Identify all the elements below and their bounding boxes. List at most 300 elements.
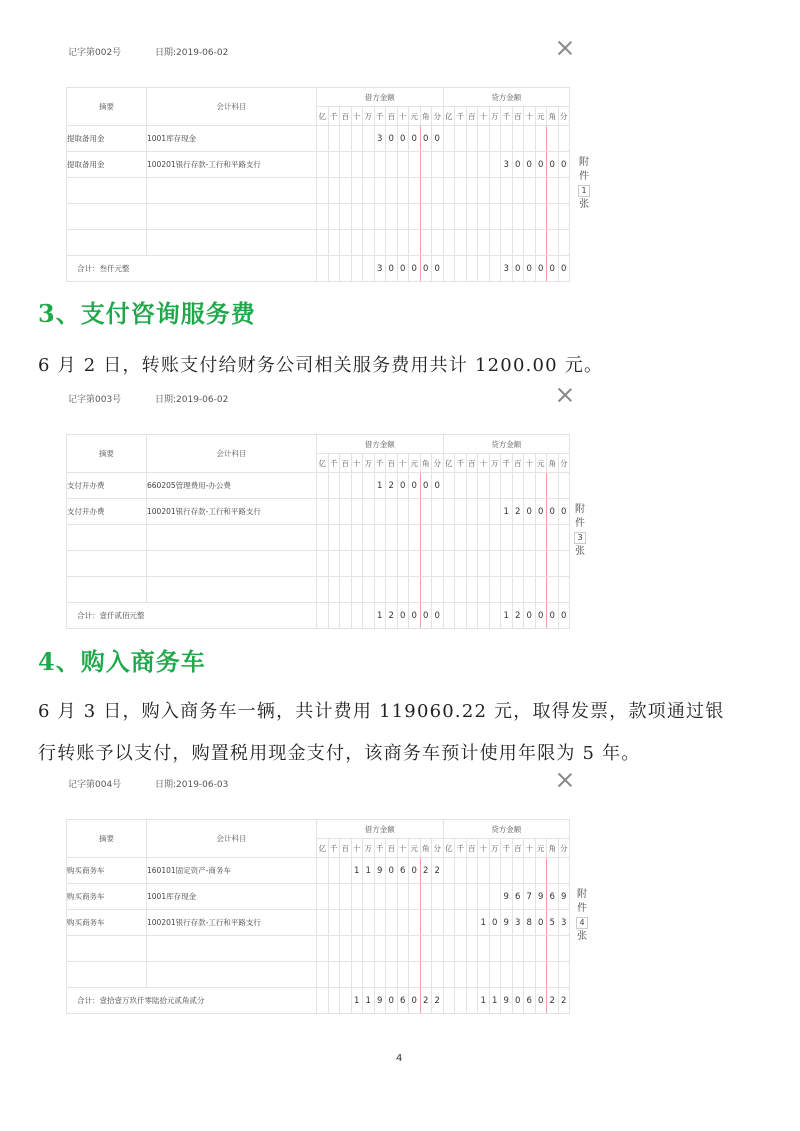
credit-digit: [535, 936, 547, 962]
credit-digit: [443, 204, 455, 230]
voucher-number: 记字第002号: [68, 48, 122, 58]
credit-digit: [455, 204, 467, 230]
debit-digit: [363, 230, 375, 256]
credit-digit: [478, 577, 490, 603]
unit-label: 百: [512, 454, 524, 473]
row-summary[interactable]: [67, 230, 147, 256]
total-credit-digit: [455, 603, 467, 629]
attach-count-box[interactable]: 1: [578, 185, 590, 197]
debit-digit: [363, 884, 375, 910]
credit-digit: [535, 577, 547, 603]
debit-digit: [386, 551, 398, 577]
row-account[interactable]: 660205管理费用-办公费: [147, 473, 317, 499]
header-debit: 借方金额: [317, 88, 444, 107]
debit-digit: [317, 230, 329, 256]
credit-digit: [455, 178, 467, 204]
credit-digit: 9: [501, 884, 513, 910]
credit-digit: 6: [547, 884, 559, 910]
credit-digit: [558, 230, 570, 256]
header-credit: 贷方金额: [443, 88, 570, 107]
total-debit-digit: 0: [432, 256, 444, 282]
attach-count-box[interactable]: 3: [574, 532, 586, 544]
credit-digit: [547, 178, 559, 204]
unit-label: 千: [328, 107, 340, 126]
debit-digit: [420, 230, 432, 256]
debit-digit: [386, 230, 398, 256]
row-account[interactable]: 100201银行存款-工行和平路支行: [147, 152, 317, 178]
row-summary[interactable]: [67, 204, 147, 230]
credit-digit: [466, 178, 478, 204]
debit-digit: [432, 551, 444, 577]
header-credit: 贷方金额: [443, 820, 570, 839]
credit-digit: [443, 152, 455, 178]
voucher-header: [0, 772, 800, 792]
credit-digit: [455, 962, 467, 988]
debit-digit: [420, 499, 432, 525]
unit-label: 元: [409, 454, 421, 473]
total-debit-digit: [351, 256, 363, 282]
unit-label: 万: [363, 454, 375, 473]
row-summary[interactable]: 购买商务车: [67, 858, 147, 884]
debit-digit: [420, 204, 432, 230]
unit-label: 千: [374, 454, 386, 473]
header-debit: 借方金额: [317, 435, 444, 454]
credit-digit: [466, 551, 478, 577]
row-summary[interactable]: [67, 577, 147, 603]
debit-digit: [317, 126, 329, 152]
debit-digit: [409, 152, 421, 178]
credit-digit: [501, 551, 513, 577]
credit-digit: [524, 962, 536, 988]
credit-digit: 1: [501, 499, 513, 525]
total-debit-digit: [340, 256, 352, 282]
credit-digit: [443, 858, 455, 884]
credit-digit: [547, 525, 559, 551]
debit-digit: [340, 126, 352, 152]
credit-digit: [455, 152, 467, 178]
credit-digit: [466, 230, 478, 256]
credit-digit: [455, 577, 467, 603]
unit-label: 千: [501, 839, 513, 858]
unit-label: 亿: [443, 839, 455, 858]
debit-digit: [420, 577, 432, 603]
debit-digit: [328, 884, 340, 910]
credit-digit: [524, 204, 536, 230]
total-credit-digit: [466, 603, 478, 629]
row-account[interactable]: [147, 204, 317, 230]
credit-digit: [524, 230, 536, 256]
debit-digit: [432, 525, 444, 551]
credit-digit: [489, 858, 501, 884]
unit-label: 元: [535, 107, 547, 126]
header-credit: 贷方金额: [443, 435, 570, 454]
row-summary[interactable]: [67, 178, 147, 204]
unit-label: 十: [397, 107, 409, 126]
total-debit-digit: 0: [409, 603, 421, 629]
attach-label-top: 附: [577, 889, 587, 900]
debit-digit: [397, 230, 409, 256]
credit-digit: 2: [512, 499, 524, 525]
credit-digit: [558, 178, 570, 204]
section-heading-4: 4、购入商务车: [38, 647, 206, 676]
row-account[interactable]: [147, 962, 317, 988]
row-account[interactable]: [147, 551, 317, 577]
credit-digit: [558, 204, 570, 230]
unit-label: 千: [328, 839, 340, 858]
credit-digit: [466, 499, 478, 525]
unit-label: 亿: [443, 454, 455, 473]
row-summary[interactable]: 购买商务车: [67, 884, 147, 910]
voucher-table: [66, 819, 570, 1014]
unit-label: 十: [524, 107, 536, 126]
debit-digit: [420, 178, 432, 204]
attach-label-mid: 件: [575, 518, 585, 529]
debit-digit: [317, 525, 329, 551]
debit-digit: [363, 473, 375, 499]
debit-digit: 3: [374, 126, 386, 152]
credit-digit: 7: [524, 884, 536, 910]
unit-label: 万: [489, 107, 501, 126]
debit-digit: [317, 936, 329, 962]
voucher-number: 记字第003号: [68, 395, 122, 405]
unit-label: 元: [535, 839, 547, 858]
total-debit-digit: 2: [386, 603, 398, 629]
credit-digit: [489, 152, 501, 178]
debit-digit: [409, 204, 421, 230]
debit-digit: [374, 551, 386, 577]
credit-digit: [489, 230, 501, 256]
credit-digit: [478, 884, 490, 910]
credit-digit: [547, 936, 559, 962]
credit-digit: [524, 473, 536, 499]
row-summary[interactable]: [67, 551, 147, 577]
credit-digit: 8: [524, 910, 536, 936]
debit-digit: [374, 962, 386, 988]
total-debit-digit: [363, 603, 375, 629]
total-debit-digit: 0: [420, 256, 432, 282]
debit-digit: [432, 230, 444, 256]
credit-digit: 5: [547, 910, 559, 936]
credit-digit: [489, 525, 501, 551]
row-account[interactable]: 1001库存现金: [147, 884, 317, 910]
unit-label: 十: [351, 107, 363, 126]
unit-label: 百: [386, 107, 398, 126]
debit-digit: [363, 577, 375, 603]
row-account[interactable]: [147, 178, 317, 204]
debit-digit: 2: [420, 858, 432, 884]
total-credit-digit: 0: [512, 988, 524, 1014]
debit-digit: 0: [420, 473, 432, 499]
credit-digit: [489, 884, 501, 910]
total-credit-digit: 0: [524, 603, 536, 629]
credit-digit: [489, 204, 501, 230]
credit-digit: 9: [535, 884, 547, 910]
total-credit-digit: [443, 256, 455, 282]
unit-label: 元: [409, 839, 421, 858]
total-debit-digit: [317, 256, 329, 282]
unit-label: 千: [455, 839, 467, 858]
credit-digit: [443, 499, 455, 525]
debit-digit: [328, 499, 340, 525]
total-debit-digit: [340, 603, 352, 629]
attach-label-mid: 件: [577, 903, 587, 914]
debit-digit: [317, 910, 329, 936]
debit-digit: [317, 473, 329, 499]
credit-digit: [478, 473, 490, 499]
credit-digit: [489, 499, 501, 525]
total-credit-digit: 0: [535, 603, 547, 629]
debit-digit: [351, 551, 363, 577]
debit-digit: 0: [432, 473, 444, 499]
credit-digit: [535, 525, 547, 551]
total-debit-digit: [317, 988, 329, 1014]
credit-digit: [535, 551, 547, 577]
attach-count-box[interactable]: 4: [576, 917, 588, 929]
debit-digit: [317, 858, 329, 884]
credit-digit: [558, 473, 570, 499]
credit-digit: [489, 962, 501, 988]
credit-digit: 3: [558, 910, 570, 936]
row-summary[interactable]: [67, 962, 147, 988]
debit-digit: [340, 577, 352, 603]
debit-digit: [397, 551, 409, 577]
total-credit-digit: 1: [489, 988, 501, 1014]
credit-digit: [478, 204, 490, 230]
total-debit-digit: 1: [374, 603, 386, 629]
total-credit-digit: [478, 256, 490, 282]
debit-digit: 0: [397, 126, 409, 152]
debit-digit: [340, 884, 352, 910]
credit-digit: [466, 858, 478, 884]
credit-digit: [535, 962, 547, 988]
credit-digit: [455, 499, 467, 525]
unit-label: 亿: [317, 454, 329, 473]
section-4-paragraph-1: 6 月 3 日，购入商务车一辆，共计费用 119060.22 元，取得发票，款项通过银: [38, 701, 725, 722]
row-summary[interactable]: [67, 936, 147, 962]
credit-digit: [466, 204, 478, 230]
total-credit-digit: [443, 603, 455, 629]
credit-digit: [466, 152, 478, 178]
section-4-paragraph-2: 行转账予以支付，购置税用现金支付，该商务车预计使用年限为 5 年。: [38, 743, 641, 764]
credit-digit: [443, 126, 455, 152]
credit-digit: 3: [512, 910, 524, 936]
attach-label-top: 附: [579, 157, 589, 168]
row-summary[interactable]: 购买商务车: [67, 910, 147, 936]
credit-digit: [478, 936, 490, 962]
row-account[interactable]: 1001库存现金: [147, 126, 317, 152]
row-summary[interactable]: 提取备用金: [67, 152, 147, 178]
total-debit-digit: 0: [409, 256, 421, 282]
unit-label: 角: [420, 454, 432, 473]
debit-digit: [386, 204, 398, 230]
credit-digit: [489, 126, 501, 152]
debit-digit: [351, 178, 363, 204]
unit-label: 分: [558, 454, 570, 473]
credit-digit: [489, 473, 501, 499]
total-debit-digit: 1: [351, 988, 363, 1014]
total-credit-digit: 1: [478, 988, 490, 1014]
credit-digit: [489, 178, 501, 204]
debit-digit: [374, 910, 386, 936]
debit-digit: [409, 230, 421, 256]
credit-digit: [524, 525, 536, 551]
total-debit-digit: 0: [432, 603, 444, 629]
debit-digit: [386, 178, 398, 204]
credit-digit: 0: [524, 152, 536, 178]
debit-digit: [328, 178, 340, 204]
row-account[interactable]: [147, 525, 317, 551]
debit-digit: [351, 499, 363, 525]
voucher-table: [66, 434, 570, 629]
credit-digit: [501, 204, 513, 230]
credit-digit: [558, 936, 570, 962]
header-summary: 摘要: [67, 820, 147, 858]
row-account[interactable]: [147, 936, 317, 962]
unit-label: 十: [478, 839, 490, 858]
debit-digit: [328, 551, 340, 577]
credit-digit: [466, 884, 478, 910]
total-credit-digit: 9: [501, 988, 513, 1014]
credit-digit: [524, 126, 536, 152]
debit-digit: [386, 525, 398, 551]
unit-label: 百: [466, 107, 478, 126]
credit-digit: [443, 178, 455, 204]
credit-digit: [501, 126, 513, 152]
total-credit-digit: [478, 603, 490, 629]
credit-digit: [558, 126, 570, 152]
credit-digit: [512, 551, 524, 577]
unit-label: 十: [478, 454, 490, 473]
unit-label: 千: [328, 454, 340, 473]
credit-digit: [535, 473, 547, 499]
credit-digit: [547, 126, 559, 152]
attach-label-top: 附: [575, 504, 585, 515]
credit-digit: [455, 473, 467, 499]
debit-digit: [420, 152, 432, 178]
debit-digit: [420, 910, 432, 936]
row-summary[interactable]: 提取备用金: [67, 126, 147, 152]
credit-digit: [547, 204, 559, 230]
unit-label: 元: [409, 107, 421, 126]
debit-digit: [351, 962, 363, 988]
row-account[interactable]: 160101固定资产-商务车: [147, 858, 317, 884]
close-icon[interactable]: [557, 387, 573, 403]
total-credit-digit: 0: [535, 988, 547, 1014]
debit-digit: [328, 152, 340, 178]
credit-digit: [478, 126, 490, 152]
close-icon[interactable]: [557, 772, 573, 788]
unit-label: 元: [535, 454, 547, 473]
credit-digit: [466, 936, 478, 962]
debit-digit: 0: [397, 473, 409, 499]
credit-digit: [512, 126, 524, 152]
row-summary[interactable]: 支付开办费: [67, 499, 147, 525]
debit-digit: [409, 178, 421, 204]
row-account[interactable]: 100201银行存款-工行和平路支行: [147, 910, 317, 936]
unit-label: 分: [432, 454, 444, 473]
debit-digit: [386, 962, 398, 988]
debit-digit: 0: [409, 858, 421, 884]
credit-digit: [455, 936, 467, 962]
debit-digit: 1: [374, 473, 386, 499]
total-debit-digit: 1: [363, 988, 375, 1014]
unit-label: 百: [512, 107, 524, 126]
debit-digit: 0: [409, 126, 421, 152]
credit-digit: [466, 525, 478, 551]
debit-digit: [432, 499, 444, 525]
debit-digit: [328, 204, 340, 230]
credit-digit: [512, 962, 524, 988]
credit-digit: [478, 962, 490, 988]
credit-digit: [512, 473, 524, 499]
debit-digit: [386, 910, 398, 936]
section-heading-3: 3、支付咨询服务费: [38, 299, 256, 328]
debit-digit: [328, 936, 340, 962]
credit-digit: [466, 962, 478, 988]
row-account[interactable]: [147, 577, 317, 603]
attach-label-mid: 件: [579, 171, 589, 182]
header-summary: 摘要: [67, 435, 147, 473]
debit-digit: [397, 204, 409, 230]
total-credit-digit: 0: [535, 256, 547, 282]
total-credit-digit: 2: [558, 988, 570, 1014]
unit-label: 亿: [317, 839, 329, 858]
voucher-date: 日期:2019-06-03: [155, 780, 229, 790]
credit-digit: 0: [547, 499, 559, 525]
debit-digit: 0: [386, 126, 398, 152]
credit-digit: [524, 936, 536, 962]
voucher-number: 记字第004号: [68, 780, 122, 790]
credit-digit: 0: [535, 910, 547, 936]
section-3-paragraph: 6 月 2 日，转账支付给财务公司相关服务费用共计 1200.00 元。: [38, 355, 604, 376]
total-debit-digit: [363, 256, 375, 282]
row-account[interactable]: [147, 230, 317, 256]
credit-digit: [547, 473, 559, 499]
credit-digit: 0: [558, 152, 570, 178]
total-credit-digit: 3: [501, 256, 513, 282]
voucher-header: [0, 40, 800, 60]
debit-digit: [397, 152, 409, 178]
close-icon[interactable]: [557, 40, 573, 56]
header-debit: 借方金额: [317, 820, 444, 839]
total-credit-digit: 0: [558, 603, 570, 629]
credit-digit: 0: [489, 910, 501, 936]
row-summary[interactable]: 支付开办费: [67, 473, 147, 499]
debit-digit: [409, 577, 421, 603]
row-summary[interactable]: [67, 525, 147, 551]
unit-label: 千: [455, 454, 467, 473]
row-account[interactable]: 100201银行存款-工行和平路支行: [147, 499, 317, 525]
debit-digit: [340, 152, 352, 178]
debit-digit: 0: [432, 126, 444, 152]
credit-digit: [501, 962, 513, 988]
credit-digit: [535, 230, 547, 256]
credit-digit: [512, 204, 524, 230]
credit-digit: [478, 551, 490, 577]
credit-digit: 0: [512, 152, 524, 178]
debit-digit: [340, 551, 352, 577]
debit-digit: [340, 204, 352, 230]
credit-digit: 9: [501, 910, 513, 936]
debit-digit: [351, 884, 363, 910]
unit-label: 亿: [317, 107, 329, 126]
credit-digit: [455, 858, 467, 884]
debit-digit: [420, 525, 432, 551]
unit-label: 亿: [443, 107, 455, 126]
debit-digit: [328, 858, 340, 884]
debit-digit: [409, 884, 421, 910]
attachment-count: [576, 156, 592, 212]
